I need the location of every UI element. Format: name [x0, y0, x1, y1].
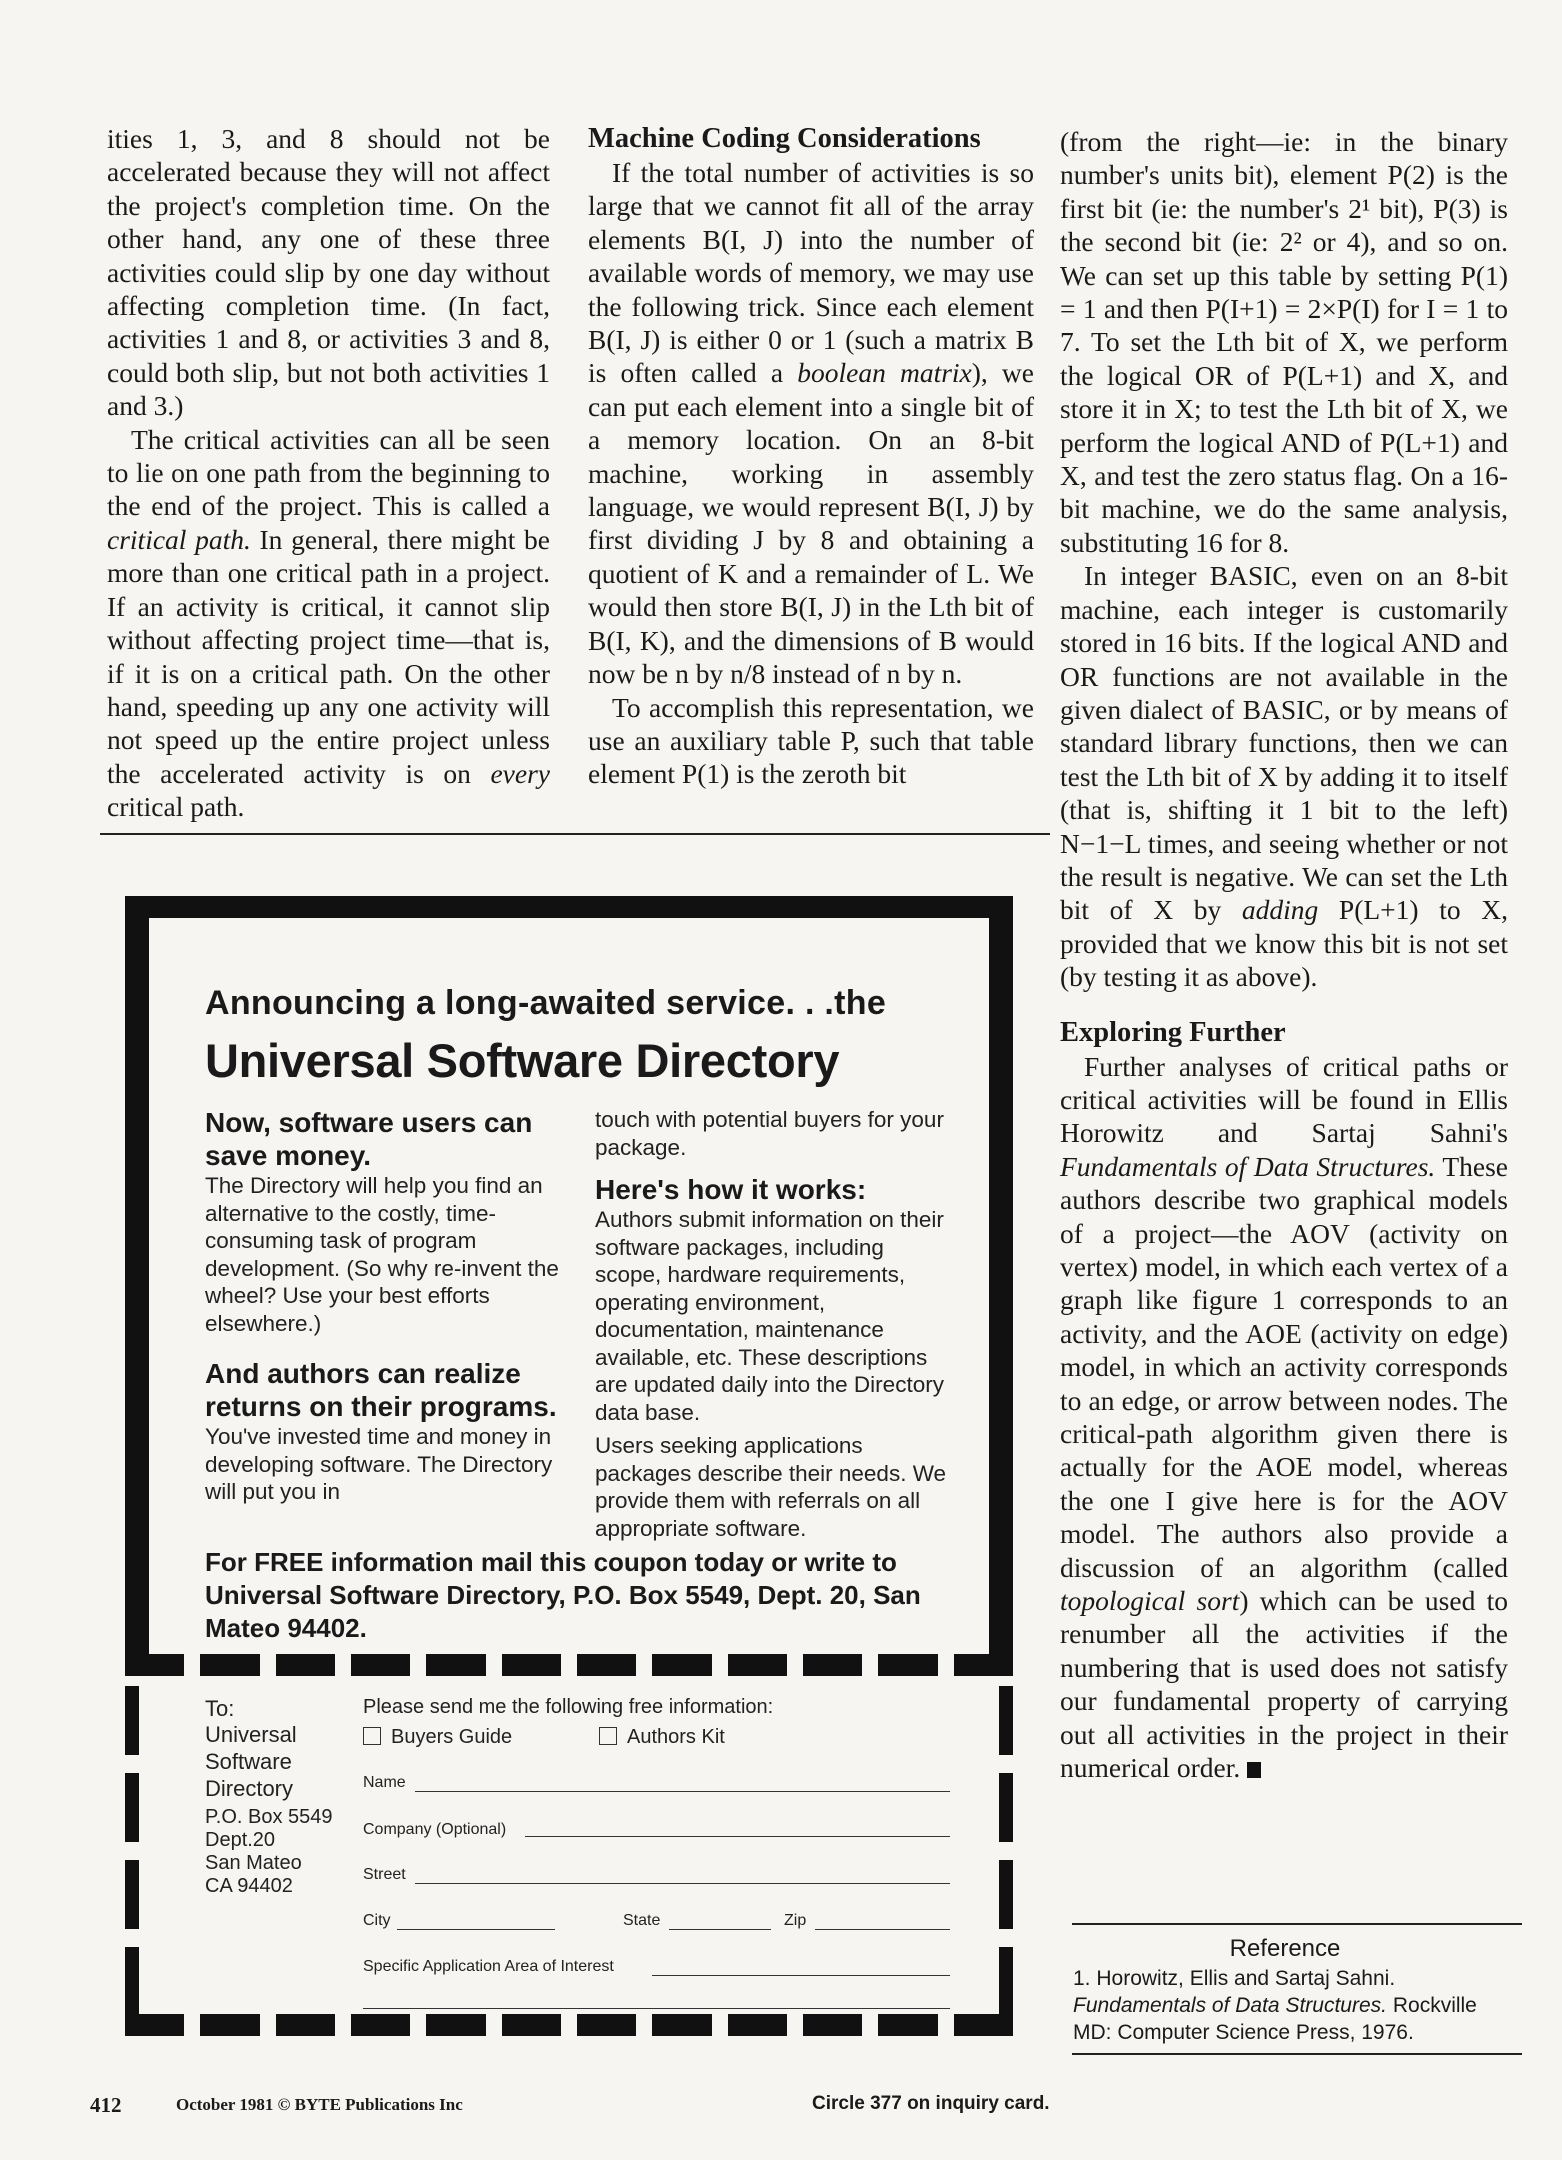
ad-subhead-authors: And authors can realize returns on their programs. — [205, 1358, 557, 1422]
zip-field-label: Zip — [784, 1912, 807, 1929]
reference-number: 1. — [1073, 1967, 1091, 1990]
col3-p3-text-c: ) which can be used to renumber all the activities if the numbering that is used does not satisfy our fundamental property of carrying out all activities in the project in their numerical order. — [1060, 1585, 1509, 1784]
ad-body-authors: You've invested time and money in developing software. The Directory will put you in — [205, 1424, 553, 1504]
end-mark-icon — [1247, 1762, 1261, 1778]
col3-p2-text-a: In integer BASIC, even on an 8-bit machine, each integer is customarily stored in 16 bits. If the logical AND and OR functions are not available in the given dialect of BASIC, or by means of standard library functions, then we can test the Lth bit of X by adding it to itself (that is, shifting it 1 bit to the left) N−1−L times, and seeing whether or not the result is negative. We can set the Lth bit of X by — [1060, 560, 1508, 926]
name-field[interactable] — [415, 1791, 950, 1792]
ad-subhead-users: Now, software users can save money. — [205, 1107, 533, 1171]
col3-p3-text-a: Further analyses of critical paths or critical activities will be found in Ellis Horowitz and Sartaj Sahni's — [1060, 1050, 1508, 1149]
col2-p1-text-a: If the total number of activities is so large that we cannot fit all of the array elements B(I, J) into the number of available words of memory, we may use the following trick. Since each element B(I, J) is either 0 or 1 (such a matrix B is often called a — [588, 157, 1034, 389]
coupon-cut-line-bottom — [125, 2014, 1013, 2036]
coupon-cut-line-left — [125, 1686, 139, 2016]
col1-p2-emphasis-2: every — [490, 757, 550, 789]
city-field[interactable] — [397, 1929, 555, 1930]
col1-paragraph-2 — [107, 423, 550, 824]
application-area-field-label: Specific Application Area of Interest — [363, 1958, 614, 1975]
coupon-address-line-4: P.O. Box 5549 — [205, 1806, 333, 1828]
article-column-1 — [107, 122, 550, 824]
col1-p2-text-a: The critical activities can all be seen to lie on one path from the beginning to the end of the project. This is called a — [107, 423, 550, 522]
authors-kit-checkbox[interactable] — [599, 1726, 725, 1749]
col3-paragraph-1: (from the right—ie: in the binary number's units bit), element P(2) is the first bit (ie: the number's 2¹ bit), P(3) is the second bit (ie: 2² or 4), and so on. We can set up this table by setting P(1) = 1 and then P(I+1) = 2×P(I) for I = 1 to 7. To set the Lth bit of X, we perform the logical OR of P(L+1) and X, and store it in X; to test the Lth bit of X, we perform the logical AND of P(L+1) and X, and test the zero status flag. On a 16-bit machine, we do the same analysis, substituting 16 for 8. — [1060, 126, 1508, 558]
city-field-label: City — [363, 1912, 391, 1929]
application-area-field[interactable] — [652, 1975, 950, 1976]
article-column-3 — [1060, 125, 1508, 1785]
col2-p1-emphasis: boolean matrix — [797, 357, 972, 389]
reference-title: Reference — [1229, 1935, 1341, 1962]
ad-body-how-it-works: Authors submit information on their software packages, including scope, hardware requirements, operating environment, documentation, maintenance available, etc. These descriptions are updated daily into the Directory data base. — [595, 1207, 944, 1425]
ad-right-column — [595, 1106, 950, 1542]
street-field-label: Street — [363, 1866, 406, 1883]
col1-p2-emphasis: critical path. — [107, 523, 251, 555]
coupon-cut-line-right — [999, 1686, 1013, 2016]
reference-publisher: Rockville MD: Computer Science Press, 1976. — [1073, 1994, 1477, 2044]
col3-p3-emphasis: Fundamentals of Data Structures. — [1060, 1150, 1436, 1182]
reference-bottom-rule — [1072, 2053, 1522, 2055]
authors-kit-label: Authors Kit — [627, 1726, 725, 1748]
coupon-request-text: Please send me the following free information: — [363, 1696, 774, 1718]
zip-field[interactable] — [815, 1929, 950, 1930]
coupon-to-label: To: — [205, 1696, 235, 1721]
col2-paragraph-2: To accomplish this representation, we use an auxiliary table P, such that table element P(1) is the zeroth bit — [588, 691, 1034, 790]
col1-p2-text-c: critical path. — [107, 791, 245, 823]
coupon-address-line-7: CA 94402 — [205, 1875, 293, 1897]
ad-left-column — [205, 1106, 560, 1506]
ad-headline: Announcing a long-awaited service. . .the — [205, 984, 887, 1022]
coupon-address-po — [205, 1806, 333, 1898]
state-field-label: State — [623, 1912, 661, 1929]
ad-body-users-referrals: Users seeking applications packages describe their needs. We provide them with referrals on all appropriate software. — [595, 1433, 947, 1541]
coupon-address-line-3: Directory — [205, 1776, 294, 1801]
col2-p1-text-b: ), we can put each element into a single bit of a memory location. On an 8-bit machine, working in assembly language, we would represent B(I, J) by first dividing J by 8 and obtaining a quotient of K and a remainder of L. We would then store B(I, J) in the Lth bit of B(I, K), and the dimensions of B would now be n by n/8 instead of n by n. — [588, 357, 1034, 690]
ad-subhead-how-it-works: Here's how it works: — [595, 1174, 867, 1205]
col3-paragraph-3 — [1060, 1050, 1508, 1785]
col2-paragraph-1 — [588, 156, 1034, 691]
coupon-cut-line-top — [125, 1654, 1013, 1676]
state-field[interactable] — [669, 1929, 771, 1930]
col3-paragraph-2 — [1060, 559, 1508, 993]
reference-entry — [1073, 1965, 1513, 2046]
section-heading-machine-coding: Machine Coding Considerations — [588, 123, 981, 154]
street-field[interactable] — [415, 1883, 950, 1884]
coupon-address-line-1: Universal — [205, 1722, 297, 1747]
application-area-field-line-2[interactable] — [363, 2008, 950, 2009]
reference-book-title: Fundamentals of Data Structures. — [1073, 1994, 1387, 2017]
col3-p3-text-b: These authors describe two graphical models of a project—the AOV (activity on vertex) model, in which each vertex of a graph like figure 1 corresponds to an activity, and the AOE (activity on edge) model, in which an activity corresponds to an edge, or arrow between nodes. The critical-path algorithm given there is actually for the AOE model, whereas the one I give here is for the AOV model. The authors also provide a discussion of an algorithm (called — [1060, 1150, 1508, 1583]
ad-frame-left — [125, 896, 149, 1664]
coupon-address — [205, 1721, 297, 1802]
col3-p2-emphasis: adding — [1241, 894, 1319, 926]
col3-p3-emphasis-2: topological sort — [1060, 1585, 1240, 1617]
company-field[interactable] — [525, 1836, 950, 1837]
coupon-address-line-5: Dept.20 — [205, 1829, 276, 1851]
ad-body-authors-continued: touch with potential buyers for your package. — [595, 1107, 944, 1160]
name-field-label: Name — [363, 1774, 406, 1791]
ad-frame-right — [989, 896, 1013, 1664]
advertisement-universal-software-directory — [125, 896, 1013, 2036]
col1-p2-text-b: In general, there might be more than one critical path in a project. If an activity is critical, it cannot slip without affecting project time—that is, if it is on a critical path. On the other hand, speeding up any one activity will not speed up the entire project unless the accelerated activity is on — [107, 523, 550, 789]
company-field-label: Company (Optional) — [363, 1821, 507, 1838]
reference-authors: Horowitz, Ellis and Sartaj Sahni. — [1096, 1967, 1396, 1990]
column-divider-rule — [100, 833, 1050, 835]
coupon-address-line-2: Software — [205, 1749, 292, 1774]
ad-body-users: The Directory will help you find an alternative to the costly, time-consuming task of program development. (So why re-invent the wheel? Use your best efforts elsewhere.) — [205, 1173, 559, 1336]
section-heading-exploring-further: Exploring Further — [1060, 1016, 1286, 1048]
ad-frame-top — [125, 896, 1013, 918]
checkbox-icon[interactable] — [363, 1727, 381, 1745]
buyers-guide-checkbox[interactable] — [363, 1726, 512, 1749]
reference-top-rule — [1072, 1923, 1522, 1925]
checkbox-icon[interactable] — [599, 1727, 617, 1745]
page-number: 412 — [90, 2093, 122, 2117]
buyers-guide-label: Buyers Guide — [391, 1726, 513, 1748]
col3-p2-text-b: P(L+1) to X, provided that we know this bit is not set (by testing it as above). — [1060, 894, 1508, 993]
inquiry-card-note: Circle 377 on inquiry card. — [812, 2093, 1050, 2114]
ad-mail-instructions: For FREE information mail this coupon today or write to Universal Software Directory, P.O. Box 5549, Dept. 20, San Mateo 94402. — [205, 1547, 921, 1643]
col1-paragraph-1: ities 1, 3, and 8 should not be accelerated because they will not affect the project's completion time. On the other hand, any one of these three activities could slip by one day without affecting completion time. (In fact, activities 1 and 8, or activities 3 and 8, could both slip, but not both activities 1 and 3.) — [107, 123, 550, 422]
article-column-2 — [588, 122, 1034, 791]
coupon-address-line-6: San Mateo — [205, 1852, 302, 1874]
issue-date-copyright: October 1981 © BYTE Publications Inc — [176, 2095, 463, 2114]
ad-title: Universal Software Directory — [205, 1034, 840, 1087]
